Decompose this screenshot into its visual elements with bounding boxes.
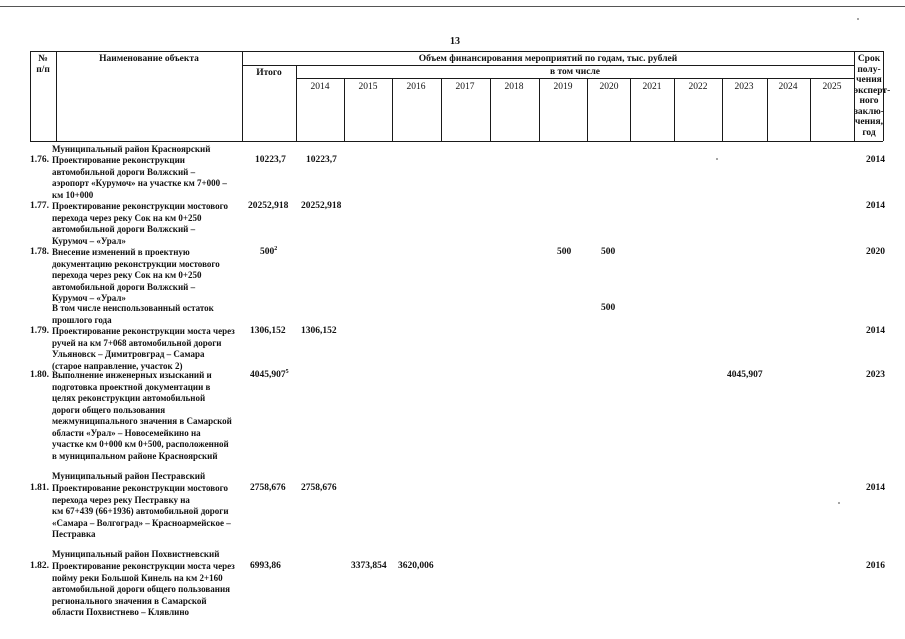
total-value: 2758,676 — [250, 483, 286, 493]
row-number: 1.77. — [30, 201, 49, 211]
row-number: 1.82. — [30, 561, 49, 571]
header-deadline: Срок полу- чения эксперт- ного заклю- чения, год — [854, 54, 891, 138]
header-year: 2022 — [688, 82, 708, 92]
object-name: В том числе неиспользованный остаток прошлого года — [52, 303, 214, 325]
header-year: 2019 — [553, 82, 573, 92]
header-name-col: Наименование объекта — [99, 54, 199, 64]
page-top-edge — [0, 6, 905, 7]
total-value: 1306,152 — [250, 326, 286, 336]
scan-speck — [838, 502, 840, 504]
total-value: 10223,7 — [255, 155, 286, 165]
header-num-col: № п/п — [36, 54, 50, 75]
object-name: Проектирование реконструкции моста через пойму реки Большой Кинель на км 2+160 автомобильной дороги общего пользования регионального значения в Самарской области Похвистнево – Клявлино — [52, 561, 235, 617]
deadline-value: 2014 — [866, 201, 885, 211]
header-year: 2017 — [455, 82, 475, 92]
row-number: 1.80. — [30, 370, 49, 380]
deadline-value: 2023 — [866, 370, 885, 380]
total-value: 6993,86 — [250, 561, 281, 571]
header-year: 2016 — [406, 82, 426, 92]
district-heading: Муниципальный район Пестравский — [52, 471, 206, 481]
district-heading: Муниципальный район Похвистневский — [52, 549, 220, 559]
object-name: Выполнение инженерных изысканий и подготовка проектной документации в целях реконструкции автомобильной дороги общего пользования межмуниципального значения в Самарской области «Урал» – Новосемейкино на участке км 0+000 км 0+500, расположенной в муниципальном районе Красноярский — [52, 370, 232, 461]
value-2023: 4045,907 — [727, 370, 763, 380]
header-year: 2024 — [778, 82, 798, 92]
value-2020: 500 — [601, 303, 616, 313]
object-name: Проектирование реконструкции моста через ручей на км 7+068 автомобильной дороги Ульяновск – Димитровград – Самара (старое направление, участок 2) — [52, 326, 235, 371]
header-year: 2021 — [642, 82, 662, 92]
header-year: 2020 — [599, 82, 619, 92]
header-year: 2023 — [734, 82, 754, 92]
value-2020: 500 — [601, 247, 616, 257]
header-total: Итого — [256, 68, 282, 78]
row-number: 1.76. — [30, 155, 49, 165]
deadline-value: 2014 — [866, 326, 885, 336]
object-name: Внесение изменений в проектную документацию реконструкции мостового перехода через реку Сок на км 0+250 автомобильной дороги Волжский – Курумоч – «Урал» — [52, 247, 220, 303]
scan-speck — [857, 18, 859, 20]
value-2019: 500 — [557, 247, 572, 257]
value-2014: 1306,152 — [301, 326, 337, 336]
header-including: в том числе — [549, 67, 601, 77]
row-number: 1.79. — [30, 326, 49, 336]
scan-speck — [716, 158, 718, 160]
total-value-number: 500 — [260, 247, 275, 257]
row-number: 1.81. — [30, 483, 49, 493]
header-year: 2018 — [504, 82, 524, 92]
value-2016: 3620,006 — [398, 561, 434, 571]
value-2014: 2758,676 — [301, 483, 337, 493]
header-year: 2025 — [822, 82, 842, 92]
value-2015: 3373,854 — [351, 561, 387, 571]
total-value — [260, 247, 277, 259]
row-number: 1.78. — [30, 247, 49, 257]
deadline-value: 2014 — [866, 483, 885, 493]
total-value: 20252,918 — [248, 201, 289, 211]
total-value-number: 4045,907 — [250, 370, 286, 380]
page-number: 13 — [450, 36, 460, 47]
object-name: Проектирование реконструкции автомобильной дороги Волжский – аэропорт «Курумоч» на участке км 7+000 – км 10+000 — [52, 155, 227, 200]
district-heading: Муниципальный район Красноярский — [52, 144, 211, 154]
header-funding-title: Объем финансирования мероприятий по годам, тыс. рублей — [418, 54, 678, 64]
footnote-mark: 2 — [274, 245, 278, 252]
total-value — [250, 370, 289, 382]
header-year: 2014 — [310, 82, 330, 92]
deadline-value: 2016 — [866, 561, 885, 571]
deadline-value: 2014 — [866, 155, 885, 165]
footnote-mark: 5 — [285, 368, 289, 375]
value-2014: 10223,7 — [306, 155, 337, 165]
value-2014: 20252,918 — [301, 201, 342, 211]
object-name: Проектирование реконструкции мостового перехода через реку Сок на км 0+250 автомобильной дороги Волжский – Курумоч – «Урал» — [52, 201, 228, 246]
deadline-value: 2020 — [866, 247, 885, 257]
header-year: 2015 — [358, 82, 378, 92]
object-name: Проектирование реконструкции мостового перехода через реку Пестравку на км 67+439 (66+1936) автомобильной дороги «Самара – Волгоград» – Красноармейское – Пестравка — [52, 483, 231, 539]
